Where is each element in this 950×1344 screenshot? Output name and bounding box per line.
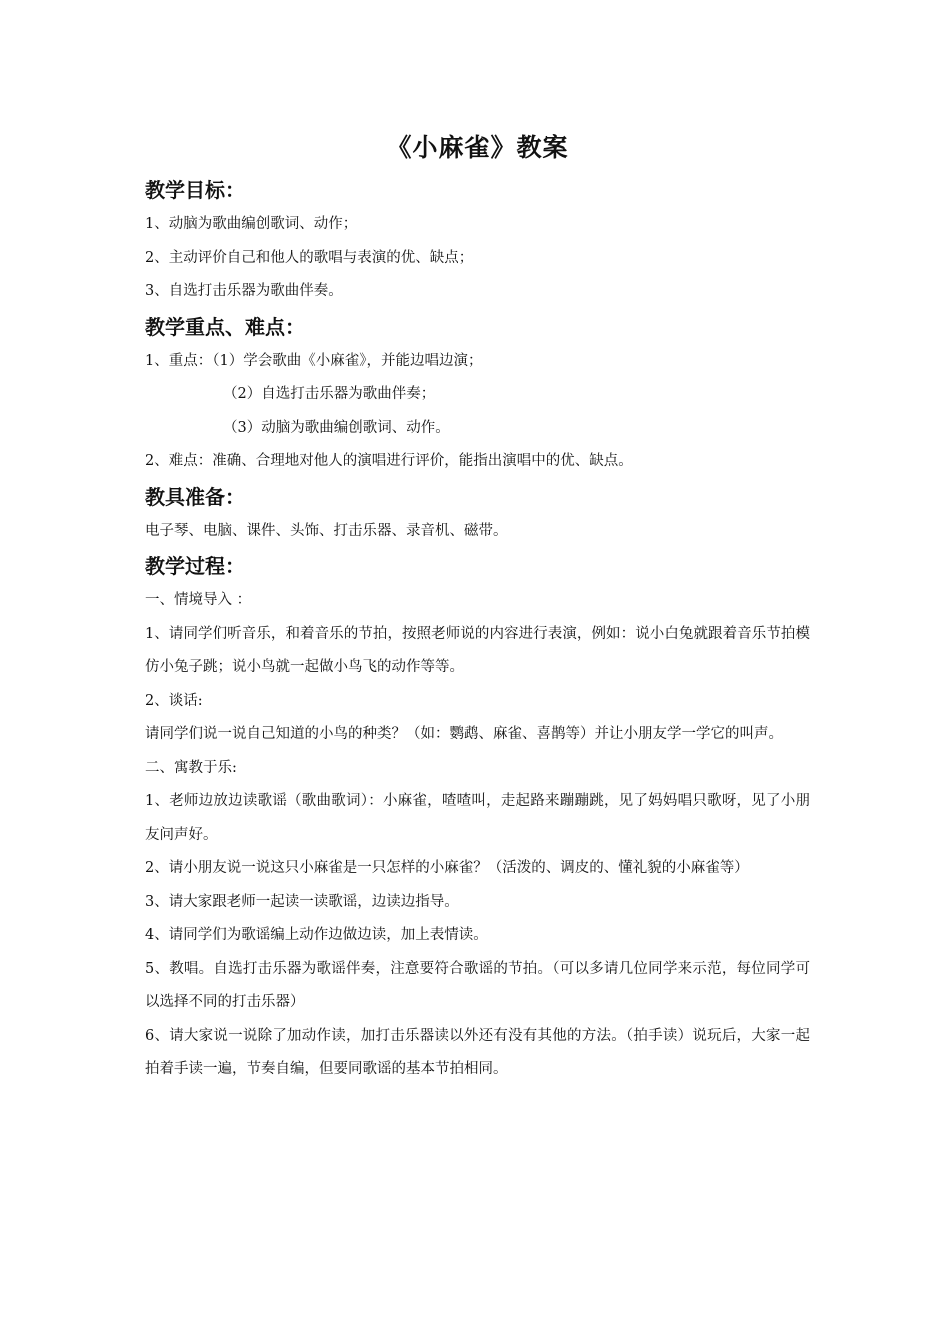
process-paragraph: 6、请大家说一说除了加动作读，加打击乐器读以外还有没有其他的方法。（拍手读）说玩后，大家一起拍着手读一遍，节奏自编，但要同歌谣的基本节拍相同。 — [145, 1027, 810, 1077]
process-paragraph: 2、谈话: — [145, 692, 203, 709]
process-paragraph: 1、老师边放边读歌谣（歌曲歌词）：小麻雀，喳喳叫，走起路来蹦蹦跳，见了妈妈唱只歌呀，见了小朋友问声好。 — [145, 793, 810, 843]
process-heading: 教学过程： — [145, 554, 245, 578]
materials-item: 电子琴、电脑、课件、头饰、打击乐器、录音机、磁带。 — [145, 522, 508, 539]
objective-item: 3、自选打击乐器为歌曲伴奏。 — [145, 283, 343, 299]
materials-section — [145, 481, 810, 549]
process-paragraph: 1、请同学们听音乐，和着音乐的节拍，按照老师说的内容进行表演，例如：说小白兔就跟着音乐节拍模仿小兔子跳；说小鸟就一起做小鸟飞的动作等等。 — [145, 625, 810, 675]
objective-item: 1、动脑为歌曲编创歌词、动作； — [145, 216, 358, 232]
key-point-item: 1、重点：（1）学会歌曲《小麻雀》，并能边唱边演； — [145, 352, 483, 369]
objectives-heading: 教学目标： — [145, 178, 245, 202]
process-paragraph: 5、教唱。自选打击乐器为歌谣伴奏，注意要符合歌谣的节拍。（可以多请几位同学来示范，每位同学可以选择不同的打击乐器） — [145, 960, 810, 1010]
document-page — [145, 128, 810, 1087]
key-points-heading: 教学重点、难点： — [145, 314, 305, 339]
materials-heading: 教具准备： — [145, 484, 245, 509]
key-point-item: （2）自选打击乐器为歌曲伴奏； — [223, 386, 436, 402]
process-paragraph: 4、请同学们为歌谣编上动作边做边读，加上表情读。 — [145, 927, 488, 943]
process-paragraph: 2、请小朋友说一说这只小麻雀是一只怎样的小麻雀？（活泼的、调皮的、懂礼貌的小麻雀等） — [145, 860, 749, 876]
key-point-item: （3）动脑为歌曲编创歌词、动作。 — [223, 419, 450, 436]
difficulty-item: 2、难点：准确、合理地对他人的演唱进行评价，能指出演唱中的优、缺点。 — [145, 453, 633, 469]
objectives-section — [145, 174, 810, 309]
objective-item: 2、主动评价自己和他人的歌唱与表演的优、缺点； — [145, 249, 474, 266]
process-paragraph: 请同学们说一说自己知道的小鸟的种类？（如：鹦鹉、麻雀、喜鹊等）并让小朋友学一学它的叫声。 — [145, 726, 783, 742]
document-title: 《小麻雀》教案 — [386, 133, 569, 162]
process-subheading: 一、情境导入 ： — [145, 592, 252, 608]
process-section — [145, 550, 810, 1087]
key-points-section — [145, 311, 810, 479]
process-paragraph: 3、请大家跟老师一起读一读歌谣，边读边指导。 — [145, 893, 459, 910]
process-subheading: 二、寓教于乐: — [145, 759, 237, 776]
